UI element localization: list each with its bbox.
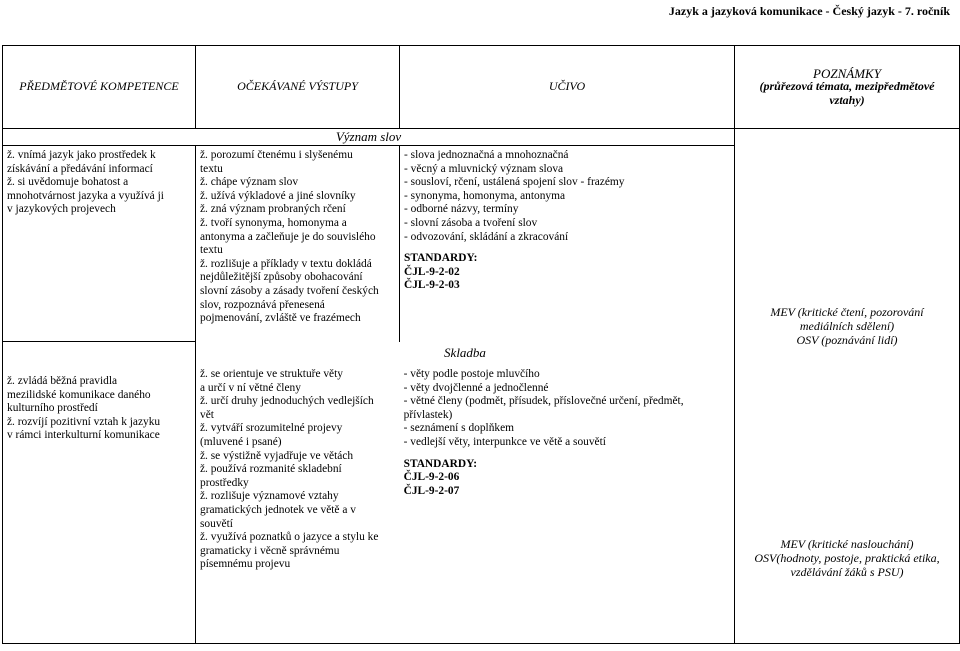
text-line: - větné členy (podmět, přísudek, příslovečné určení, předmět,: [403, 395, 684, 408]
notes-line: OSV (poznávání lidí): [796, 333, 898, 347]
text-line: - odvozování, skládání a zkracování: [404, 230, 569, 243]
text-line: ž. vytváří srozumitelné projevy: [200, 422, 343, 435]
text-line: ž. užívá výkladové a jiné slovníky: [200, 189, 356, 202]
text-line: souvětí: [200, 517, 233, 530]
notes-subtitle: (průřezová témata, mezipředmětové vztahy): [759, 79, 935, 107]
text-line: získávání a předávání informací: [7, 162, 153, 175]
text-line: ž. rozvíjí pozitivní vztah k jazyku: [7, 415, 161, 428]
text-line: písemnému projevu: [200, 558, 291, 571]
page-title: Jazyk a jazyková komunikace - Český jazyk - 7. ročník: [668, 4, 950, 18]
outcomes-cell: [196, 365, 400, 575]
text-line: ž. používá rozmanité skladební: [200, 463, 342, 476]
notes-cell: [735, 129, 960, 644]
notes-title: POZNÁMKY: [813, 65, 881, 81]
notes-line: mediálních sdělení): [799, 319, 895, 333]
text-line: - věcný a mluvnický význam slova: [404, 162, 564, 175]
standards-block: [404, 458, 730, 499]
text-line: ž. si uvědomuje bohatost a: [7, 176, 129, 189]
section-title: Význam slov: [3, 129, 735, 146]
header-notes: [735, 46, 960, 129]
text-line: - odborné názvy, termíny: [404, 203, 519, 216]
standards-block: [404, 252, 730, 293]
text-line: ž. porozumí čtenému i slyšenému: [200, 149, 353, 161]
curriculum-table: [2, 45, 960, 644]
notes-line: vzdělávání žáků s PSU): [790, 565, 904, 579]
text-line: slov, rozpoznává přenesená: [200, 298, 325, 311]
text-line: - sousloví, rčení, ustálená spojení slov - frazémy: [404, 176, 625, 189]
text-line: nejdůležitější způsoby obohacování: [200, 271, 363, 284]
text-line: pojmenování, zvláště ve frazémech: [200, 312, 361, 325]
notes-block-1: [735, 305, 959, 347]
text-line: ž. chápe význam slov: [200, 176, 299, 189]
text-line: ž. vnímá jazyk jako prostředek k: [7, 149, 156, 161]
section-title: Skladba: [444, 344, 486, 360]
outcomes-cell: [196, 146, 400, 342]
header-outcomes: OČEKÁVANÉ VÝSTUPY: [196, 46, 400, 129]
text-line: ž. zná význam probraných rčení: [200, 203, 346, 216]
standard-code: ČJL-9-2-06: [403, 471, 460, 484]
text-line: ž. rozlišuje a příklady v textu dokládá: [200, 257, 372, 270]
header-competences: PŘEDMĚTOVÉ KOMPETENCE: [3, 46, 196, 129]
text-line: - slova jednoznačná a mnohoznačná: [404, 149, 569, 161]
text-line: ž. tvoří synonyma, homonyma a: [200, 216, 347, 229]
text-line: ž. rozlišuje významové vztahy: [200, 490, 339, 503]
text-line: gramatických jednotek ve větě a v: [200, 504, 356, 517]
notes-line: MEV (kritické čtení, pozorování: [770, 305, 924, 319]
text-line: ž. zvládá běžná pravidla: [7, 375, 118, 387]
text-line: mezilidské komunikace daného: [7, 388, 151, 401]
text-line: v jazykových projevech: [7, 203, 116, 216]
section-title-row: [3, 129, 960, 146]
skladba-content: [196, 342, 735, 644]
text-line: textu: [200, 162, 223, 175]
text-line: - synonyma, homonyma, antonyma: [404, 189, 566, 202]
notes-block-2: [735, 537, 959, 579]
text-line: textu: [200, 244, 223, 257]
text-line: antonyma a začleňuje je do souvislého: [200, 230, 376, 243]
standards-label: STANDARDY:: [403, 457, 478, 470]
header-row: [3, 46, 960, 129]
text-line: slovní zásoby a zásady tvoření českých: [200, 284, 379, 297]
text-line: (mluvené i psané): [200, 436, 282, 449]
text-line: kulturního prostředí: [7, 402, 98, 415]
text-line: - slovní zásoba a tvoření slov: [404, 216, 538, 229]
competences-cell: [3, 146, 196, 342]
standard-code: ČJL-9-2-03: [404, 279, 460, 292]
text-line: ž. využívá poznatků o jazyce a stylu ke: [200, 531, 379, 544]
text-line: - seznámení s doplňkem: [403, 422, 515, 435]
text-line: přívlastek): [403, 408, 453, 421]
notes-line: OSV(hodnoty, postoje, praktická etika,: [754, 551, 940, 565]
text-line: - vedlejší věty, interpunkce ve větě a souvětí: [403, 436, 606, 449]
text-line: - věty dvojčlenné a jednočlenné: [403, 381, 549, 394]
standard-code: ČJL-9-2-02: [404, 265, 460, 278]
text-line: vět: [200, 408, 214, 421]
standards-label: STANDARDY:: [404, 252, 478, 265]
curriculum-cell: [400, 146, 735, 342]
notes-line: MEV (kritické naslouchání): [780, 537, 914, 551]
text-line: - věty podle postoje mluvčího: [403, 368, 540, 381]
text-line: gramaticky i věcně správnému: [200, 544, 340, 557]
text-line: ž. se orientuje ve struktuře věty: [200, 368, 343, 381]
standard-code: ČJL-9-2-07: [403, 484, 460, 497]
text-line: ž. určí druhy jednoduchých vedlejších: [200, 395, 374, 408]
competences-cell: [3, 342, 196, 644]
text-line: prostředky: [200, 476, 249, 489]
text-line: a určí v ní větné členy: [200, 381, 301, 394]
text-line: ž. se výstižně vyjadřuje ve větách: [200, 449, 354, 462]
curriculum-cell: [400, 365, 734, 575]
text-line: v rámci interkulturní komunikace: [7, 429, 160, 442]
header-curriculum: UČIVO: [400, 46, 735, 129]
text-line: mnohotvárnost jazyka a využívá ji: [7, 189, 164, 202]
